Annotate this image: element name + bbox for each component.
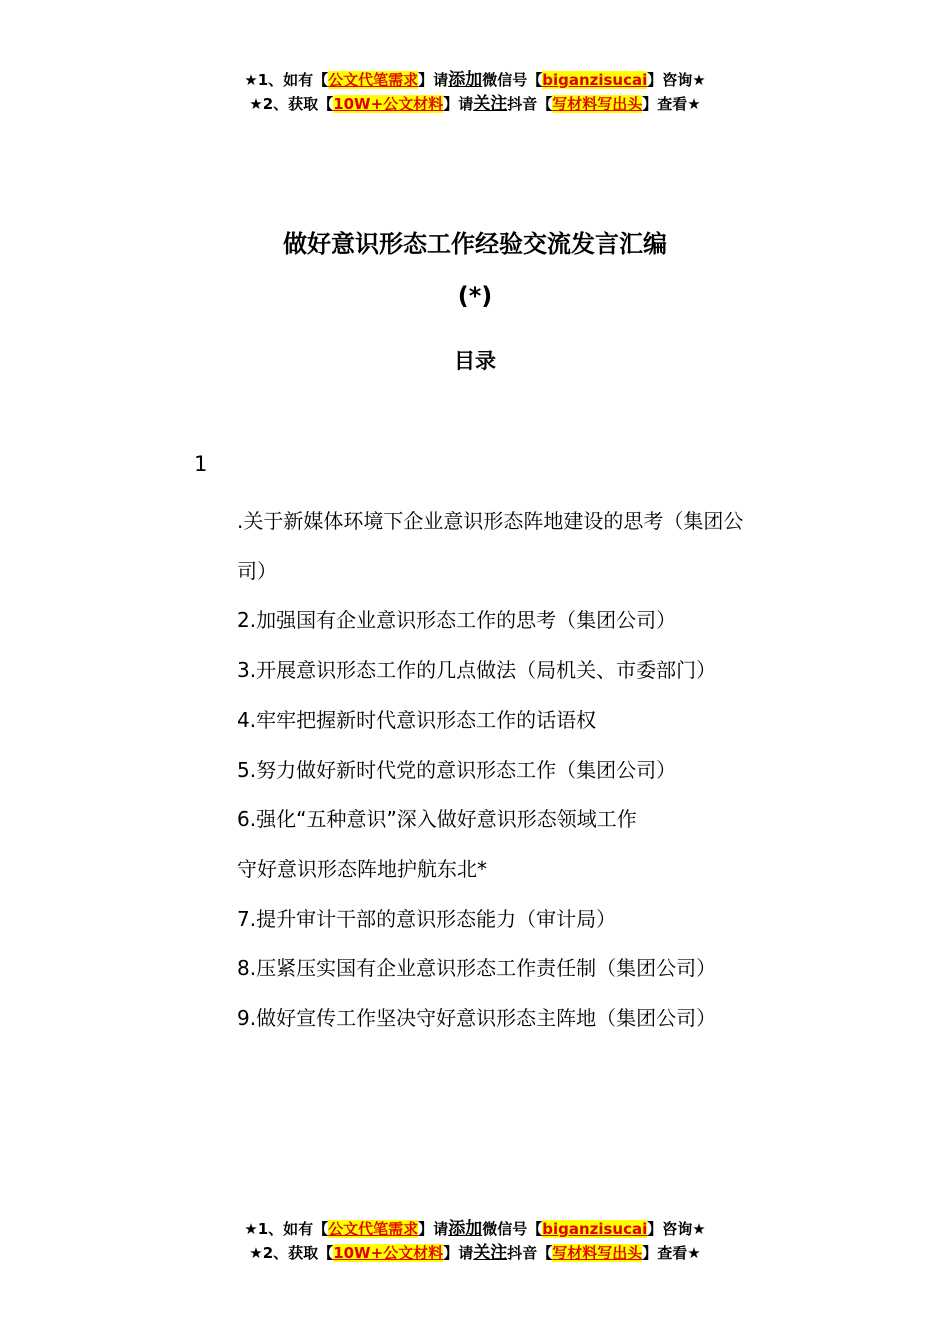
banner-line-2 <box>0 92 950 116</box>
banner-text: 】请 <box>443 1244 474 1262</box>
service-highlight: 公文代笔需求 <box>328 71 419 89</box>
banner-text: 】咨询★ <box>647 1220 706 1238</box>
banner-text: ★2、获取【 <box>249 95 334 113</box>
banner-text: 微信号【 <box>482 71 543 89</box>
wechat-id-highlight: biganzisucai <box>542 1220 648 1238</box>
footer-banner <box>0 1217 950 1265</box>
banner-text: ★1、如有【 <box>244 1220 329 1238</box>
toc-item: 守好意识形态阵地护航东北* <box>237 856 487 881</box>
banner-emphasis: 关注 <box>473 94 508 114</box>
banner-text: 抖音【 <box>507 1244 553 1262</box>
banner-text: 】查看★ <box>642 1244 701 1262</box>
document-subtitle: (*) <box>457 282 493 310</box>
toc-item: 4.牢牢把握新时代意识形态工作的话语权 <box>237 707 597 732</box>
banner-text: 】请 <box>418 71 449 89</box>
banner-emphasis: 关注 <box>473 1243 508 1263</box>
toc-item: 8.压紧压实国有企业意识形态工作责任制（集团公司） <box>237 956 717 981</box>
toc-item: 司） <box>237 558 277 583</box>
banner-text: 】请 <box>418 1220 449 1238</box>
toc-item: 5.努力做好新时代党的意识形态工作（集团公司） <box>237 757 677 782</box>
douyin-highlight: 写材料写出头 <box>552 1244 643 1262</box>
header-banner <box>0 68 950 116</box>
banner-text: 】请 <box>443 95 474 113</box>
toc-number: 1 <box>194 452 208 476</box>
banner-text: 抖音【 <box>507 95 553 113</box>
banner-text: 】咨询★ <box>647 71 706 89</box>
toc-item: 9.做好宣传工作坚决守好意识形态主阵地（集团公司） <box>237 1006 717 1031</box>
banner-emphasis: 添加 <box>448 1219 483 1239</box>
douyin-highlight: 写材料写出头 <box>552 95 643 113</box>
banner-text: 微信号【 <box>482 1220 543 1238</box>
wechat-id-highlight: biganzisucai <box>542 71 648 89</box>
banner-text: ★2、获取【 <box>249 1244 334 1262</box>
banner-line-1 <box>0 1217 950 1241</box>
banner-line-1 <box>0 68 950 92</box>
service-highlight: 公文代笔需求 <box>328 1220 419 1238</box>
banner-text: 】查看★ <box>642 95 701 113</box>
materials-highlight: 10W+公文材料 <box>333 1244 444 1262</box>
toc-heading: 目录 <box>454 349 496 373</box>
table-of-contents <box>237 497 817 1044</box>
toc-item: 7.提升审计干部的意识形态能力（审计局） <box>237 906 617 931</box>
banner-line-2 <box>0 1241 950 1265</box>
toc-item: 6.强化“五种意识”深入做好意识形态领域工作 <box>237 807 637 832</box>
banner-emphasis: 添加 <box>448 70 483 90</box>
banner-text: ★1、如有【 <box>244 71 329 89</box>
materials-highlight: 10W+公文材料 <box>333 95 444 113</box>
toc-item: 2.加强国有企业意识形态工作的思考（集团公司） <box>237 608 677 633</box>
document-title: 做好意识形态工作经验交流发言汇编 <box>283 230 667 258</box>
toc-item: .关于新媒体环境下企业意识形态阵地建设的思考（集团公 <box>237 509 744 533</box>
toc-item: 3.开展意识形态工作的几点做法（局机关、市委部门） <box>237 658 717 683</box>
